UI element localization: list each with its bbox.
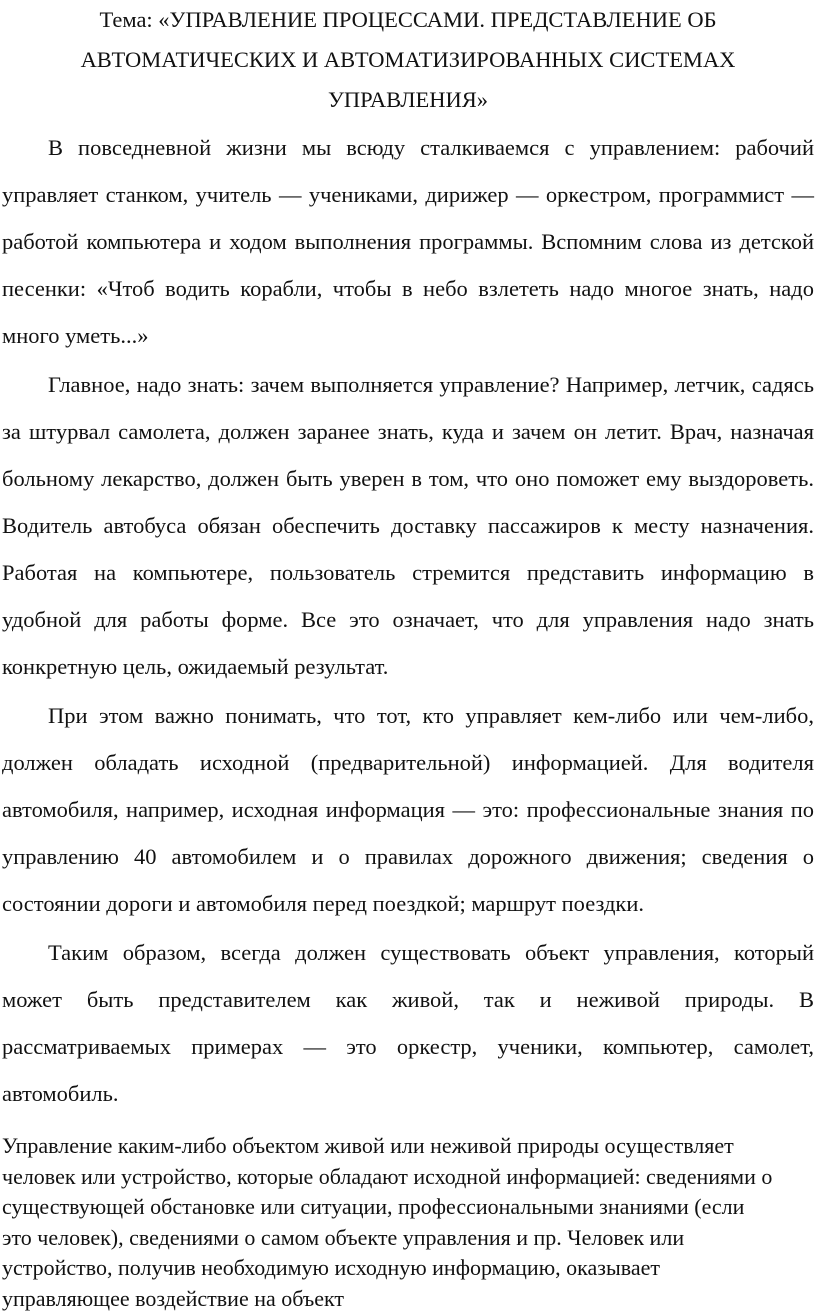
- paragraph-4: Таким образом, всегда должен существовать объект управления, который может быть представителем как живой, так и неживой природы. В рассматриваемых примерах — это оркестр, ученики, компьютер, самолет, автомобиль.: [2, 940, 814, 1106]
- paragraph-2: Главное, надо знать: зачем выполняется управление? Например, летчик, садясь за штурвал самолета, должен заранее знать, куда и зачем он летит. Врач, назначая больному лекарство, должен быть уверен в том, что оно поможет ему выздороветь. Водитель автобуса обязан обеспечить доставку пассажиров к месту назначения. Работая на компьютере, пользователь стремится представить информацию в удобной для работы форме. Все это означает, что для управления надо знать конкретную цель, ожидаемый результат.: [2, 372, 814, 679]
- paragraph-3: При этом важно понимать, что тот, кто управляет кем-либо или чем-либо, должен обладать исходной (предварительной) информацией. Для водителя автомобиля, например, исходная информация — это: профессиональные знания по управлению 40 автомобилем и о правилах дорожного движения; сведения о состоянии дороги и автомобиля перед поездкой; маршрут поездки.: [2, 703, 814, 916]
- document-title: Тема: «УПРАВЛЕНИЕ ПРОЦЕССАМИ. ПРЕДСТАВЛЕНИЕ ОБ АВТОМАТИЧЕСКИХ И АВТОМАТИЗИРОВАННЫХ СИСТЕМАХ УПРАВЛЕНИЯ»: [80, 7, 736, 112]
- paragraph-5: Управление каким-либо объектом живой или неживой природы осуществляет человек или устройство, которые обладают исходной информацией: сведениями о существующей обстановке или ситуации, профессиональными знаниями (если это человек), сведениями о самом объекте управления и пр. Человек или устройство, получив необходимую исходную информацию, оказывает управляющее воздействие на объект: [2, 1133, 773, 1311]
- paragraph-1: В повседневной жизни мы всюду сталкиваемся с управлением: рабочий управляет станком, учитель — учениками, дирижер — оркестром, программист — работой компьютера и ходом выполнения программы. Вспомним слова из детской песенки: «Чтоб водить корабли, чтобы в небо взлететь надо многое знать, надо много уметь...»: [2, 135, 814, 348]
